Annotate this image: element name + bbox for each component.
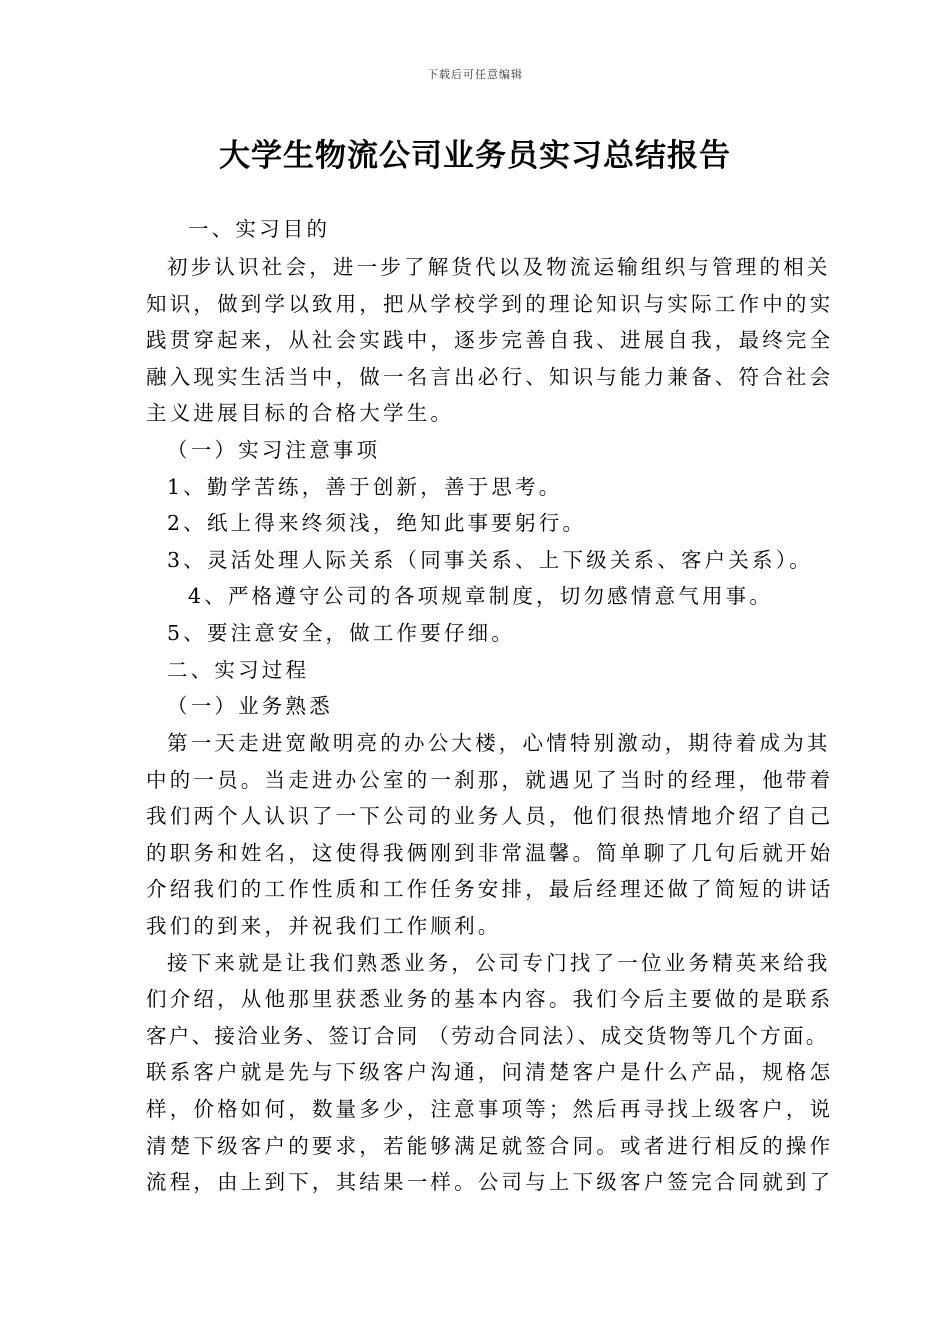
list-item: 2、纸上得来终须浅，绝知此事要躬行。 — [167, 511, 587, 535]
paragraph-line: 中的一员。当走进办公室的一刹那，就遇见了当时的经理，他带着 — [146, 768, 834, 792]
paragraph-line: 流程，由上到下，其结果一样。公司与上下级客户签完合同就到了 — [146, 1170, 834, 1194]
paragraph-line: 们介绍，从他那里获悉业务的基本内容。我们今后主要做的是联系 — [146, 987, 834, 1011]
paragraph-line: 联系客户就是先与下级客户沟通，问清楚客户是什么产品，规格怎 — [146, 1060, 834, 1084]
paragraph-line: 初步认识社会，进一步了解货代以及物流运输组织与管理的相关 — [167, 255, 831, 279]
paragraph-line: 清楚下级客户的要求，若能够满足就签合同。或者进行相反的操作 — [146, 1134, 834, 1158]
section-heading: 二、实习过程 — [167, 658, 310, 682]
paragraph-line: 的职务和姓名，这使得我俩刚到非常温馨。简单聊了几句后就开始 — [146, 841, 834, 865]
subsection-heading: （一）业务熟悉 — [167, 694, 333, 718]
paragraph-line: 融入现实生活当中，做一名言出必行、知识与能力兼备、符合社会 — [146, 365, 834, 389]
paragraph-line: 客户、接洽业务、签订合同 （劳动合同法）、成交货物等几个方面。 — [146, 1024, 829, 1048]
paragraph-line: 介绍我们的工作性质和工作任务安排，最后经理还做了简短的讲话 — [146, 877, 834, 901]
subsection-heading: （一）实习注意事项 — [167, 438, 381, 462]
paragraph-line: 主义进展目标的合格大学生。 — [146, 401, 455, 425]
paragraph-line: 接下来就是让我们熟悉业务，公司专门找了一位业务精英来给我 — [167, 951, 831, 975]
paragraph-line: 践贯穿起来，从社会实践中，逐步完善自我、进展自我，最终完全 — [146, 328, 834, 352]
paragraph-line: 我们两个人认识了一下公司的业务人员，他们很热情地介绍了自己 — [146, 804, 834, 828]
list-item: 1、勤学苦练，善于创新，善于思考。 — [167, 475, 563, 499]
paragraph-line: 我们的到来，并祝我们工作顺利。 — [146, 914, 502, 938]
document-title: 大学生物流公司业务员实习总结报告 — [219, 138, 731, 174]
list-item: 5、要注意安全，做工作要仔细。 — [167, 621, 516, 645]
section-heading: 一、实习目的 — [188, 217, 331, 241]
header-note: 下载后可任意编辑 — [427, 68, 523, 81]
paragraph-line: 第一天走进宽敞明亮的办公大楼，心情特别激动，期待着成为其 — [167, 731, 831, 755]
paragraph-line: 样，价格如何，数量多少，注意事项等；然后再寻找上级客户，说 — [146, 1097, 834, 1121]
paragraph-line: 知识，做到学以致用，把从学校学到的理论知识与实际工作中的实 — [146, 292, 834, 316]
list-item: 3、灵活处理人际关系（同事关系、上下级关系、客户关系）。 — [167, 548, 813, 572]
list-item: 4、严格遵守公司的各项规章制度，切勿感情意气用事。 — [188, 584, 774, 608]
